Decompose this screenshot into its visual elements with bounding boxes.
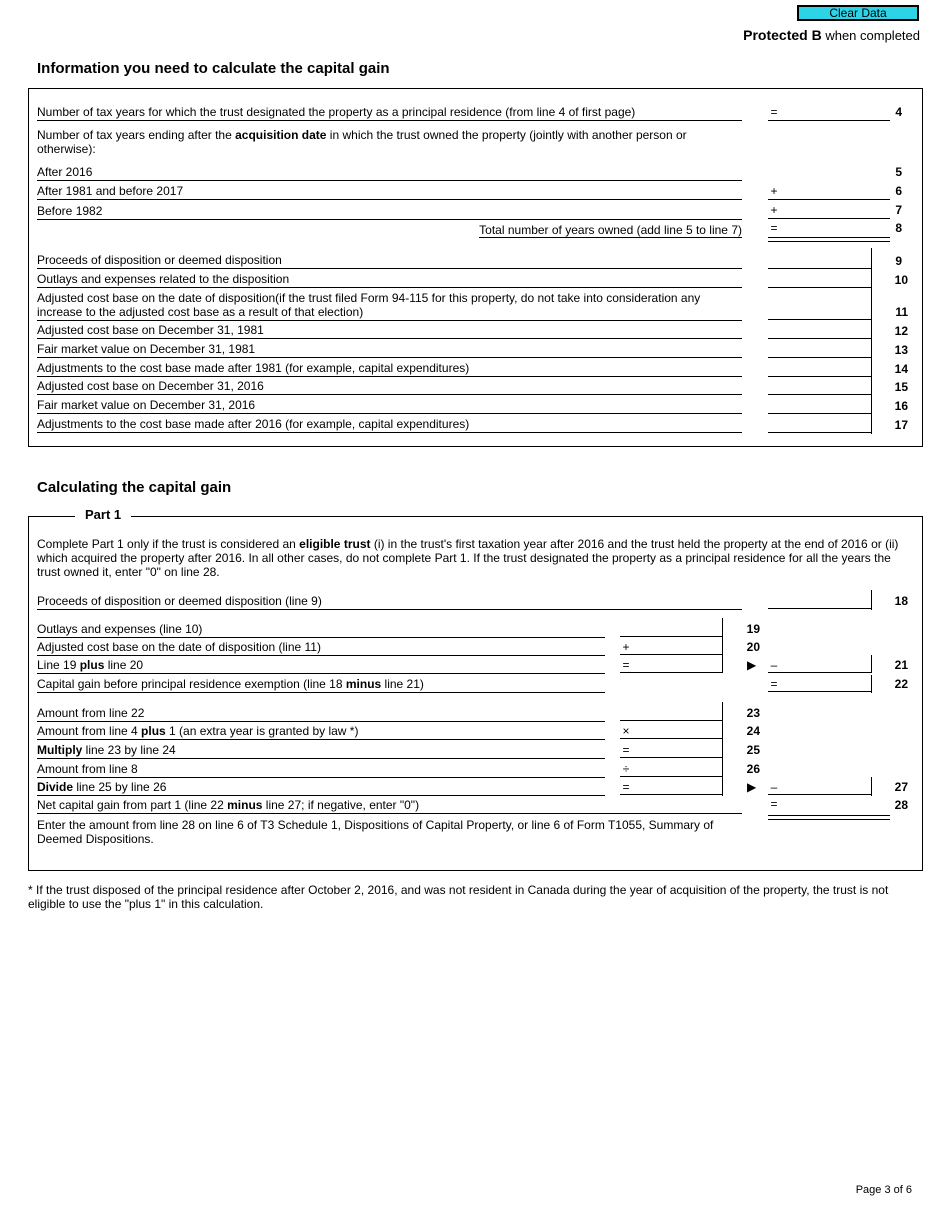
line-24-bold: plus bbox=[141, 724, 166, 738]
line-22-pre: Capital gain before principal residence exemption (line 18 bbox=[37, 677, 346, 691]
equals-symbol: = bbox=[622, 780, 630, 794]
line-23-label: Amount from line 22 bbox=[37, 706, 605, 722]
line-17-label: Adjustments to the cost base made after 2016 (for example, capital expenditures) bbox=[37, 417, 742, 433]
line-number-18: 18 bbox=[894, 594, 908, 608]
line-15-field[interactable] bbox=[768, 380, 871, 395]
line-13-label: Fair market value on December 31, 1981 bbox=[37, 342, 742, 358]
line-number-28: 28 bbox=[894, 798, 908, 812]
line-28-pre: Net capital gain from part 1 (line 22 bbox=[37, 798, 228, 812]
equals-symbol: = bbox=[770, 221, 778, 235]
line-14-field[interactable] bbox=[768, 362, 871, 377]
line-14-label: Adjustments to the cost base made after 1981 (for example, capital expenditures) bbox=[37, 361, 742, 377]
line-18-field[interactable] bbox=[768, 594, 871, 609]
line-4-field[interactable] bbox=[768, 106, 890, 121]
arrow-icon: ▶ bbox=[747, 780, 757, 794]
line-number-20: 20 bbox=[746, 640, 760, 654]
line-26-field[interactable] bbox=[620, 762, 722, 777]
line-20-field[interactable] bbox=[620, 640, 722, 655]
line-13-field[interactable] bbox=[768, 343, 871, 358]
line-8-text: Total number of years owned (add line 5 to line 7) bbox=[479, 223, 742, 237]
years-intro-post: in which the trust owned the property (jointly with another person or otherwise): bbox=[37, 128, 687, 156]
closing-instruction: Enter the amount from line 28 on line 6 of T3 Schedule 1, Dispositions of Capital Property, or line 6 of Form T1055, Summary of Deemed Dispositions. bbox=[37, 818, 714, 846]
column-divider bbox=[871, 777, 872, 796]
minus-symbol: – bbox=[770, 780, 778, 794]
line-19-field[interactable] bbox=[620, 622, 722, 637]
line-8-label bbox=[37, 223, 742, 237]
line-22-bold: minus bbox=[345, 677, 382, 691]
line-23-field[interactable] bbox=[620, 706, 722, 721]
line-16-label: Fair market value on December 31, 2016 bbox=[37, 398, 742, 414]
line-number-25: 25 bbox=[746, 743, 760, 757]
line-27-label bbox=[37, 780, 605, 796]
section-title-information: Information you need to calculate the capital gain bbox=[37, 60, 390, 77]
times-symbol: × bbox=[622, 724, 630, 738]
line-6-field[interactable] bbox=[768, 185, 890, 200]
line-number-24: 24 bbox=[746, 724, 760, 738]
line-22-field[interactable] bbox=[768, 677, 871, 692]
footnote: * If the trust disposed of the principal residence after October 2, 2016, and was not resident in Canada during the year of acquisition of the property, the trust is not eligible to use the "plus 1" in this calculation. bbox=[28, 883, 889, 911]
line-24-field[interactable] bbox=[620, 724, 722, 739]
line-number-16: 16 bbox=[894, 399, 908, 413]
line-number-15: 15 bbox=[894, 380, 908, 394]
line-8-field[interactable] bbox=[768, 237, 890, 242]
line-22-label bbox=[37, 677, 605, 693]
line-10-field[interactable] bbox=[768, 273, 871, 288]
years-owned-intro bbox=[37, 128, 742, 157]
line-number-7: 7 bbox=[895, 203, 902, 217]
line-24-post: 1 (an extra year is granted by law *) bbox=[165, 724, 359, 738]
intro-bold: eligible trust bbox=[299, 537, 371, 551]
line-27-left-field[interactable] bbox=[620, 780, 722, 795]
part-1-intro bbox=[37, 537, 917, 579]
protected-rest: when completed bbox=[821, 28, 920, 43]
column-divider bbox=[722, 702, 723, 796]
years-intro-bold: acquisition date bbox=[235, 128, 327, 142]
part-1-legend: Part 1 bbox=[75, 507, 131, 522]
line-9-field[interactable] bbox=[768, 254, 871, 269]
column-divider bbox=[871, 655, 872, 673]
line-21-bold: plus bbox=[79, 658, 105, 672]
equals-symbol: = bbox=[622, 658, 630, 672]
minus-symbol: – bbox=[770, 658, 778, 672]
intro-part-1: Complete Part 1 only if the trust is considered an bbox=[37, 537, 300, 551]
line-19-label: Outlays and expenses (line 10) bbox=[37, 622, 605, 638]
line-20-label: Adjusted cost base on the date of disposition (line 11) bbox=[37, 640, 605, 656]
plus-symbol: + bbox=[622, 640, 630, 654]
plus-symbol: + bbox=[770, 203, 778, 217]
divide-symbol: ÷ bbox=[622, 762, 630, 776]
line-21-label bbox=[37, 658, 605, 674]
plus-symbol: + bbox=[770, 184, 778, 198]
line-26-label: Amount from line 8 bbox=[37, 762, 605, 778]
line-25-post: line 23 by line 24 bbox=[82, 743, 176, 757]
line-number-12: 12 bbox=[894, 324, 908, 338]
line-28-bold: minus bbox=[227, 798, 263, 812]
line-number-27: 27 bbox=[894, 780, 908, 794]
amount-column-divider bbox=[871, 248, 872, 434]
line-number-21: 21 bbox=[894, 658, 908, 672]
line-21-left-field[interactable] bbox=[620, 658, 722, 673]
line-number-5: 5 bbox=[895, 165, 902, 179]
protected-bold: Protected B bbox=[743, 27, 822, 43]
line-24-pre: Amount from line 4 bbox=[37, 724, 142, 738]
line-16-field[interactable] bbox=[768, 399, 871, 414]
line-17-field[interactable] bbox=[768, 418, 871, 433]
line-28-field[interactable] bbox=[768, 815, 890, 820]
line-number-13: 13 bbox=[894, 343, 908, 357]
line-28-post: line 27; if negative, enter "0") bbox=[262, 798, 420, 812]
line-number-4: 4 bbox=[895, 105, 902, 119]
line-25-label bbox=[37, 743, 605, 759]
years-intro-pre: Number of tax years ending after the bbox=[37, 128, 236, 142]
line-15-label: Adjusted cost base on December 31, 2016 bbox=[37, 379, 742, 395]
equals-symbol: = bbox=[770, 677, 778, 691]
line-11-label: Adjusted cost base on the date of disposition(if the trust filed Form 94-115 for this property, do not take into consideration any increase to the adjusted cost base as a result of that election) bbox=[37, 291, 742, 321]
line-number-17: 17 bbox=[894, 418, 908, 432]
line-4-label: Number of tax years for which the trust designated the property as a principal residence (from line 4 of first page) bbox=[37, 105, 742, 121]
section-title-calculating: Calculating the capital gain bbox=[37, 479, 232, 496]
line-11-field[interactable] bbox=[768, 305, 871, 320]
line-21-field[interactable] bbox=[768, 658, 871, 673]
line-number-23: 23 bbox=[746, 706, 760, 720]
line-21-post: line 20 bbox=[104, 658, 144, 672]
line-6-label: After 1981 and before 2017 bbox=[37, 184, 742, 200]
line-number-14: 14 bbox=[894, 362, 908, 376]
clear-data-button[interactable]: Clear Data bbox=[797, 5, 919, 21]
column-divider bbox=[871, 590, 872, 610]
line-25-field[interactable] bbox=[620, 743, 722, 758]
line-27-post: line 25 by line 26 bbox=[73, 780, 167, 794]
line-number-22: 22 bbox=[894, 677, 908, 691]
line-24-label bbox=[37, 724, 605, 740]
equals-symbol: = bbox=[770, 105, 778, 119]
column-divider bbox=[871, 675, 872, 693]
line-12-field[interactable] bbox=[768, 324, 871, 339]
line-5-label: After 2016 bbox=[37, 165, 742, 181]
line-number-8: 8 bbox=[895, 221, 902, 235]
line-7-field[interactable] bbox=[768, 204, 890, 219]
line-22-post: line 21) bbox=[381, 677, 424, 691]
line-21-pre: Line 19 bbox=[37, 658, 80, 672]
line-28-label bbox=[37, 798, 742, 814]
line-10-label: Outlays and expenses related to the disposition bbox=[37, 272, 742, 288]
equals-symbol: = bbox=[622, 743, 630, 757]
page-number: Page 3 of 6 bbox=[855, 1184, 912, 1196]
column-divider bbox=[722, 618, 723, 673]
line-number-9: 9 bbox=[895, 254, 902, 268]
line-number-10: 10 bbox=[894, 273, 908, 287]
line-number-26: 26 bbox=[746, 762, 760, 776]
intro-part-2: (i) in the trust's first taxation year after 2016 and the trust held the property at the end of 2016 or (ii) which acquired the property after 2016. In all other cases, do not complete Part 1. If the trust designated the property as a principal residence for all the years the trust owned it, enter "0" on line 28. bbox=[37, 537, 899, 579]
arrow-icon: ▶ bbox=[747, 658, 757, 672]
line-number-11: 11 bbox=[895, 305, 908, 319]
line-27-bold: Divide bbox=[37, 780, 74, 794]
line-25-bold: Multiply bbox=[37, 743, 83, 757]
line-7-label: Before 1982 bbox=[37, 204, 742, 220]
line-12-label: Adjusted cost base on December 31, 1981 bbox=[37, 323, 742, 339]
line-9-label: Proceeds of disposition or deemed disposition bbox=[37, 253, 742, 269]
line-number-6: 6 bbox=[895, 184, 902, 198]
protected-notice bbox=[743, 27, 920, 43]
equals-symbol: = bbox=[770, 797, 778, 811]
line-number-19: 19 bbox=[746, 622, 760, 636]
line-27-field[interactable] bbox=[768, 780, 871, 795]
line-18-label: Proceeds of disposition or deemed disposition (line 9) bbox=[37, 594, 742, 610]
